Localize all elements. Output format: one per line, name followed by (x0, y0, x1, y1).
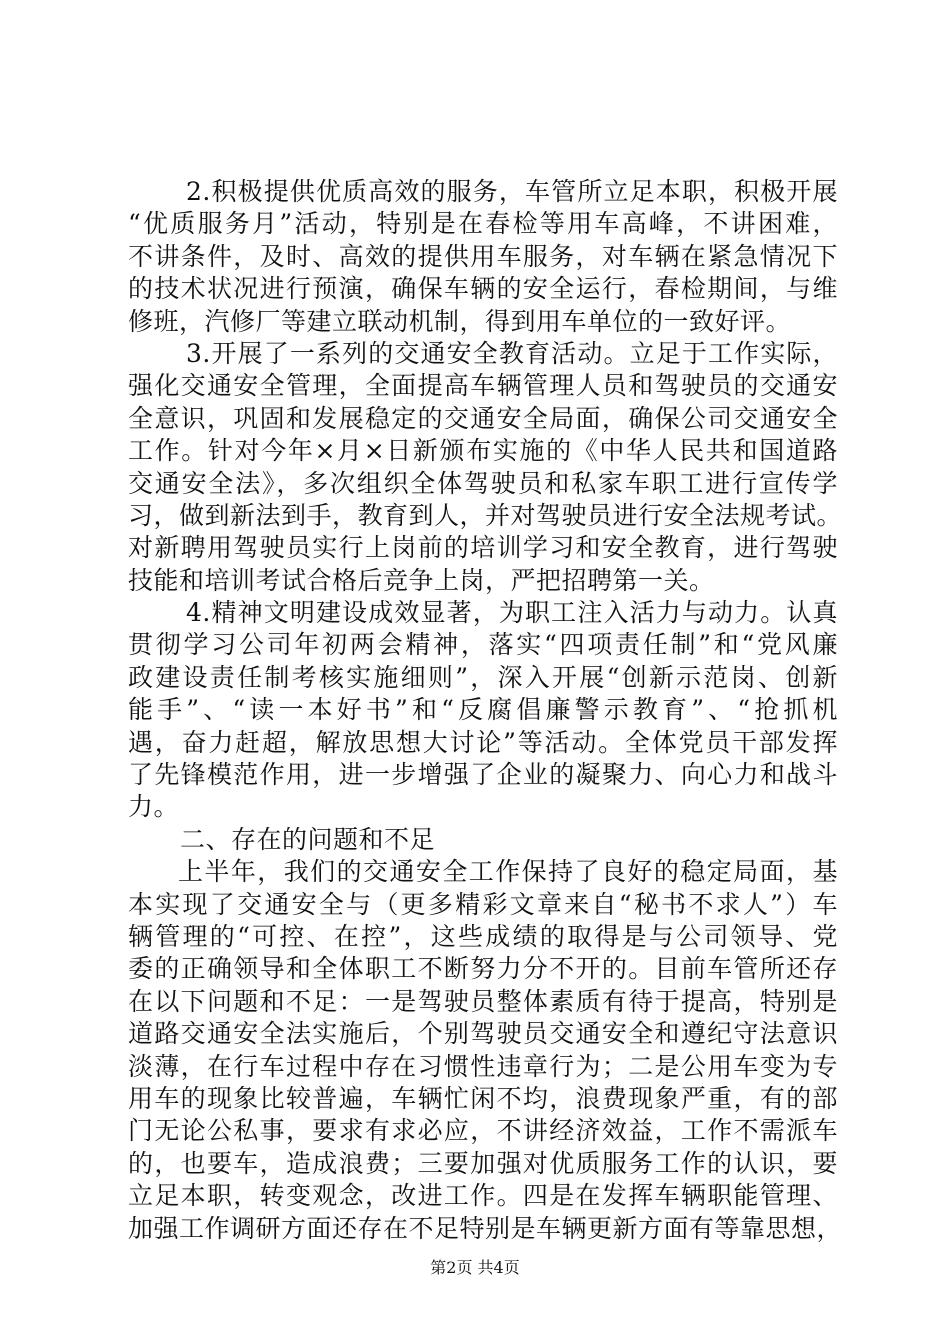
paragraph-2-line-1: 2.积极提供优质高效的服务，车管所立足本职，积极开展 (186, 177, 838, 206)
paragraph-5-line-11: 立足本职，转变观念，改进工作。四是在发挥车辆职能管理、 (128, 1181, 838, 1211)
paragraph-3-line-5: 交通安全法》，多次组织全体驾驶员和私家车职工进行宣传学 (128, 468, 838, 498)
paragraph-2-line-5: 修班，汽修厂等建立联动机制，得到用车单位的一致好评。 (128, 306, 792, 336)
paragraph-4-line-2: 贯彻学习公司年初两会精神，落实“四项责任制”和“党风廉 (128, 630, 838, 660)
paragraph-5-line-5: 在以下问题和不足：一是驾驶员整体素质有待于提高，特别是 (128, 986, 838, 1016)
paragraph-3-line-8: 技能和培训考试合格后竞争上岗，严把招聘第一关。 (128, 565, 715, 595)
paragraph-4-line-7: 力。 (128, 792, 180, 822)
section-heading: 二、存在的问题和不足 (180, 824, 436, 854)
paragraph-3-line-6: 习，做到新法到手，教育到人，并对驾驶员进行安全法规考试。 (128, 500, 843, 530)
paragraph-5-line-7: 淡薄，在行车过程中存在习惯性违章行为；二是公用车变为专 (128, 1051, 838, 1081)
paragraph-5-line-6: 道路交通安全法实施后，个别驾驶员交通安全和遵纪守法意识 (128, 1019, 838, 1049)
paragraph-4-line-5: 遇，奋力赶超，解放思想大讨论”等活动。全体党员干部发挥 (128, 727, 838, 757)
paragraph-3-line-1: 3.开展了一系列的交通安全教育活动。立足于工作实际， (186, 338, 838, 368)
paragraph-3-line-4: 工作。针对今年×月×日新颁布实施的《中华人民共和国道路 (128, 436, 838, 466)
paragraph-5-line-3: 辆管理的“可控、在控”，这些成绩的取得是与公司领导、党 (128, 921, 838, 951)
paragraph-4-line-1: 4.精神文明建设成效显著，为职工注入活力与动力。认真 (186, 598, 838, 628)
page-number-footer: 第2页 共4页 (430, 1258, 520, 1277)
paragraph-5-line-4: 委的正确领导和全体职工不断努力分不开的。目前车管所还存 (128, 954, 838, 984)
paragraph-5-line-1: 上半年，我们的交通安全工作保持了良好的稳定局面，基 (178, 857, 838, 887)
paragraph-3-line-2: 强化交通安全管理，全面提高车辆管理人员和驾驶员的交通安 (128, 371, 838, 401)
paragraph-5-line-8: 用车的现象比较普遍，车辆忙闲不均，浪费现象严重，有的部 (128, 1083, 838, 1113)
paragraph-2-line-3: 不讲条件，及时、高效的提供用车服务，对车辆在紧急情况下 (128, 241, 838, 271)
paragraph-2-line-2: “优质服务月”活动，特别是在春检等用车高峰，不讲困难， (128, 209, 838, 239)
paragraph-5-line-10: 的，也要车，造成浪费；三要加强对优质服务工作的认识，要 (128, 1148, 838, 1178)
paragraph-4-line-3: 政建设责任制考核实施细则”，深入开展“创新示范岗、创新 (128, 662, 838, 692)
paragraph-4-line-6: 了先锋模范作用，进一步增强了企业的凝聚力、向心力和战斗 (128, 760, 838, 790)
document-body (128, 176, 843, 1245)
paragraph-4-line-4: 能手”、“读一本好书”和“反腐倡廉警示教育”、“抢抓机 (128, 695, 838, 725)
paragraph-5-line-9: 门无论公私事，要求有求必应，不讲经济效益，工作不需派车 (128, 1116, 838, 1146)
paragraph-5-line-2: 本实现了交通安全与（更多精彩文章来自“秘书不求人”）车 (128, 889, 838, 919)
paragraph-3-line-3: 全意识，巩固和发展稳定的交通安全局面，确保公司交通安全 (128, 403, 838, 433)
paragraph-5-line-12: 加强工作调研方面还存在不足特别是车辆更新方面有等靠思想， (128, 1213, 843, 1243)
paragraph-3-line-7: 对新聘用驾驶员实行上岗前的培训学习和安全教育，进行驾驶 (128, 533, 838, 563)
paragraph-2-line-4: 的技术状况进行预演，确保车辆的安全运行，春检期间，与维 (128, 274, 838, 304)
